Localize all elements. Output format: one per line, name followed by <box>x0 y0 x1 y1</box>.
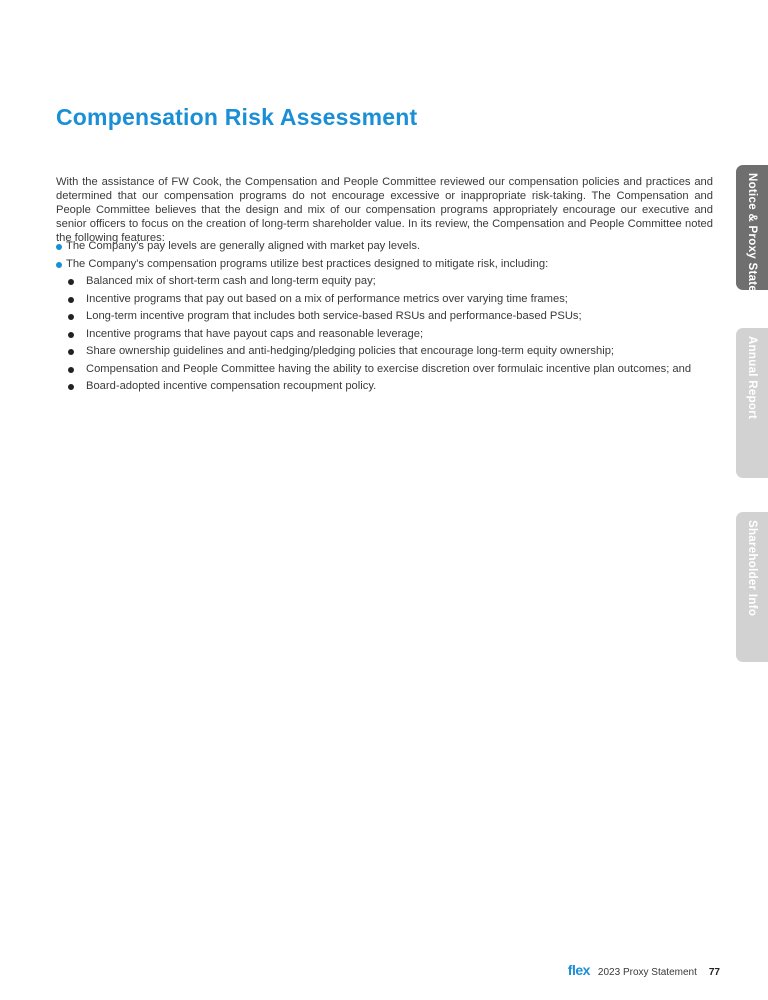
sub-list-item-text: Share ownership guidelines and anti-hedging/pledging policies that encourage long-term equity ownership; <box>86 345 615 357</box>
intro-paragraph: With the assistance of FW Cook, the Compensation and People Committee reviewed our compensation policies and practices and determined that our compensation programs do not encourage excessive or inappropriate risk-taking. The Compensation and People Committee believes that the design and mix of our compensation programs appropriately encourage our executive and senior officers to focus on the creation of long-term shareholder value. In its review, the Compensation and People Committee noted the following features: <box>56 176 713 244</box>
flex-logo: flex <box>567 962 590 978</box>
tab-notice-proxy-statement[interactable] <box>736 165 768 321</box>
sub-list-item-text: Board-adopted incentive compensation recoupment policy. <box>86 380 377 392</box>
sub-list-item-text: Incentive programs that pay out based on a mix of performance metrics over varying time frames; <box>86 292 568 305</box>
tab-annual-report[interactable] <box>736 328 768 478</box>
sub-list-item-text: Balanced mix of short-term cash and long-term equity pay; <box>86 275 376 287</box>
list-item <box>56 256 726 396</box>
page-number: 77 <box>708 967 720 978</box>
sub-list-item-text: Incentive programs that have payout caps and reasonable leverage; <box>86 327 424 340</box>
tab-label: Annual Report <box>746 336 758 420</box>
sub-list-item <box>66 378 726 396</box>
list-item-text: The Company's compensation programs utilize best practices designed to mitigate risk, including: <box>66 257 549 270</box>
tab-shareholder-info[interactable] <box>736 512 768 662</box>
sub-list-item <box>66 291 726 309</box>
page-footer <box>568 962 720 978</box>
tab-label: Notice & Proxy Statement <box>746 173 758 321</box>
page-title: Compensation Risk Assessment <box>56 104 418 130</box>
feature-list <box>56 238 726 396</box>
list-item-text: The Company's pay levels are generally aligned with market pay levels. <box>66 240 421 252</box>
footer-doc-title: 2023 Proxy Statement <box>597 967 697 978</box>
sub-list-item <box>66 326 726 344</box>
sub-list-item <box>66 308 726 326</box>
sub-feature-list <box>66 273 726 396</box>
sub-list-item <box>66 273 726 291</box>
tab-label: Shareholder Info <box>746 520 758 617</box>
sub-list-item <box>66 343 726 361</box>
list-item <box>56 238 726 256</box>
sub-list-item-text: Compensation and People Committee having the ability to exercise discretion over formulaic incentive plan outcomes; and <box>86 362 692 375</box>
sub-list-item-text: Long-term incentive program that includes both service-based RSUs and performance-based PSUs; <box>86 310 582 322</box>
sub-list-item <box>66 361 726 379</box>
